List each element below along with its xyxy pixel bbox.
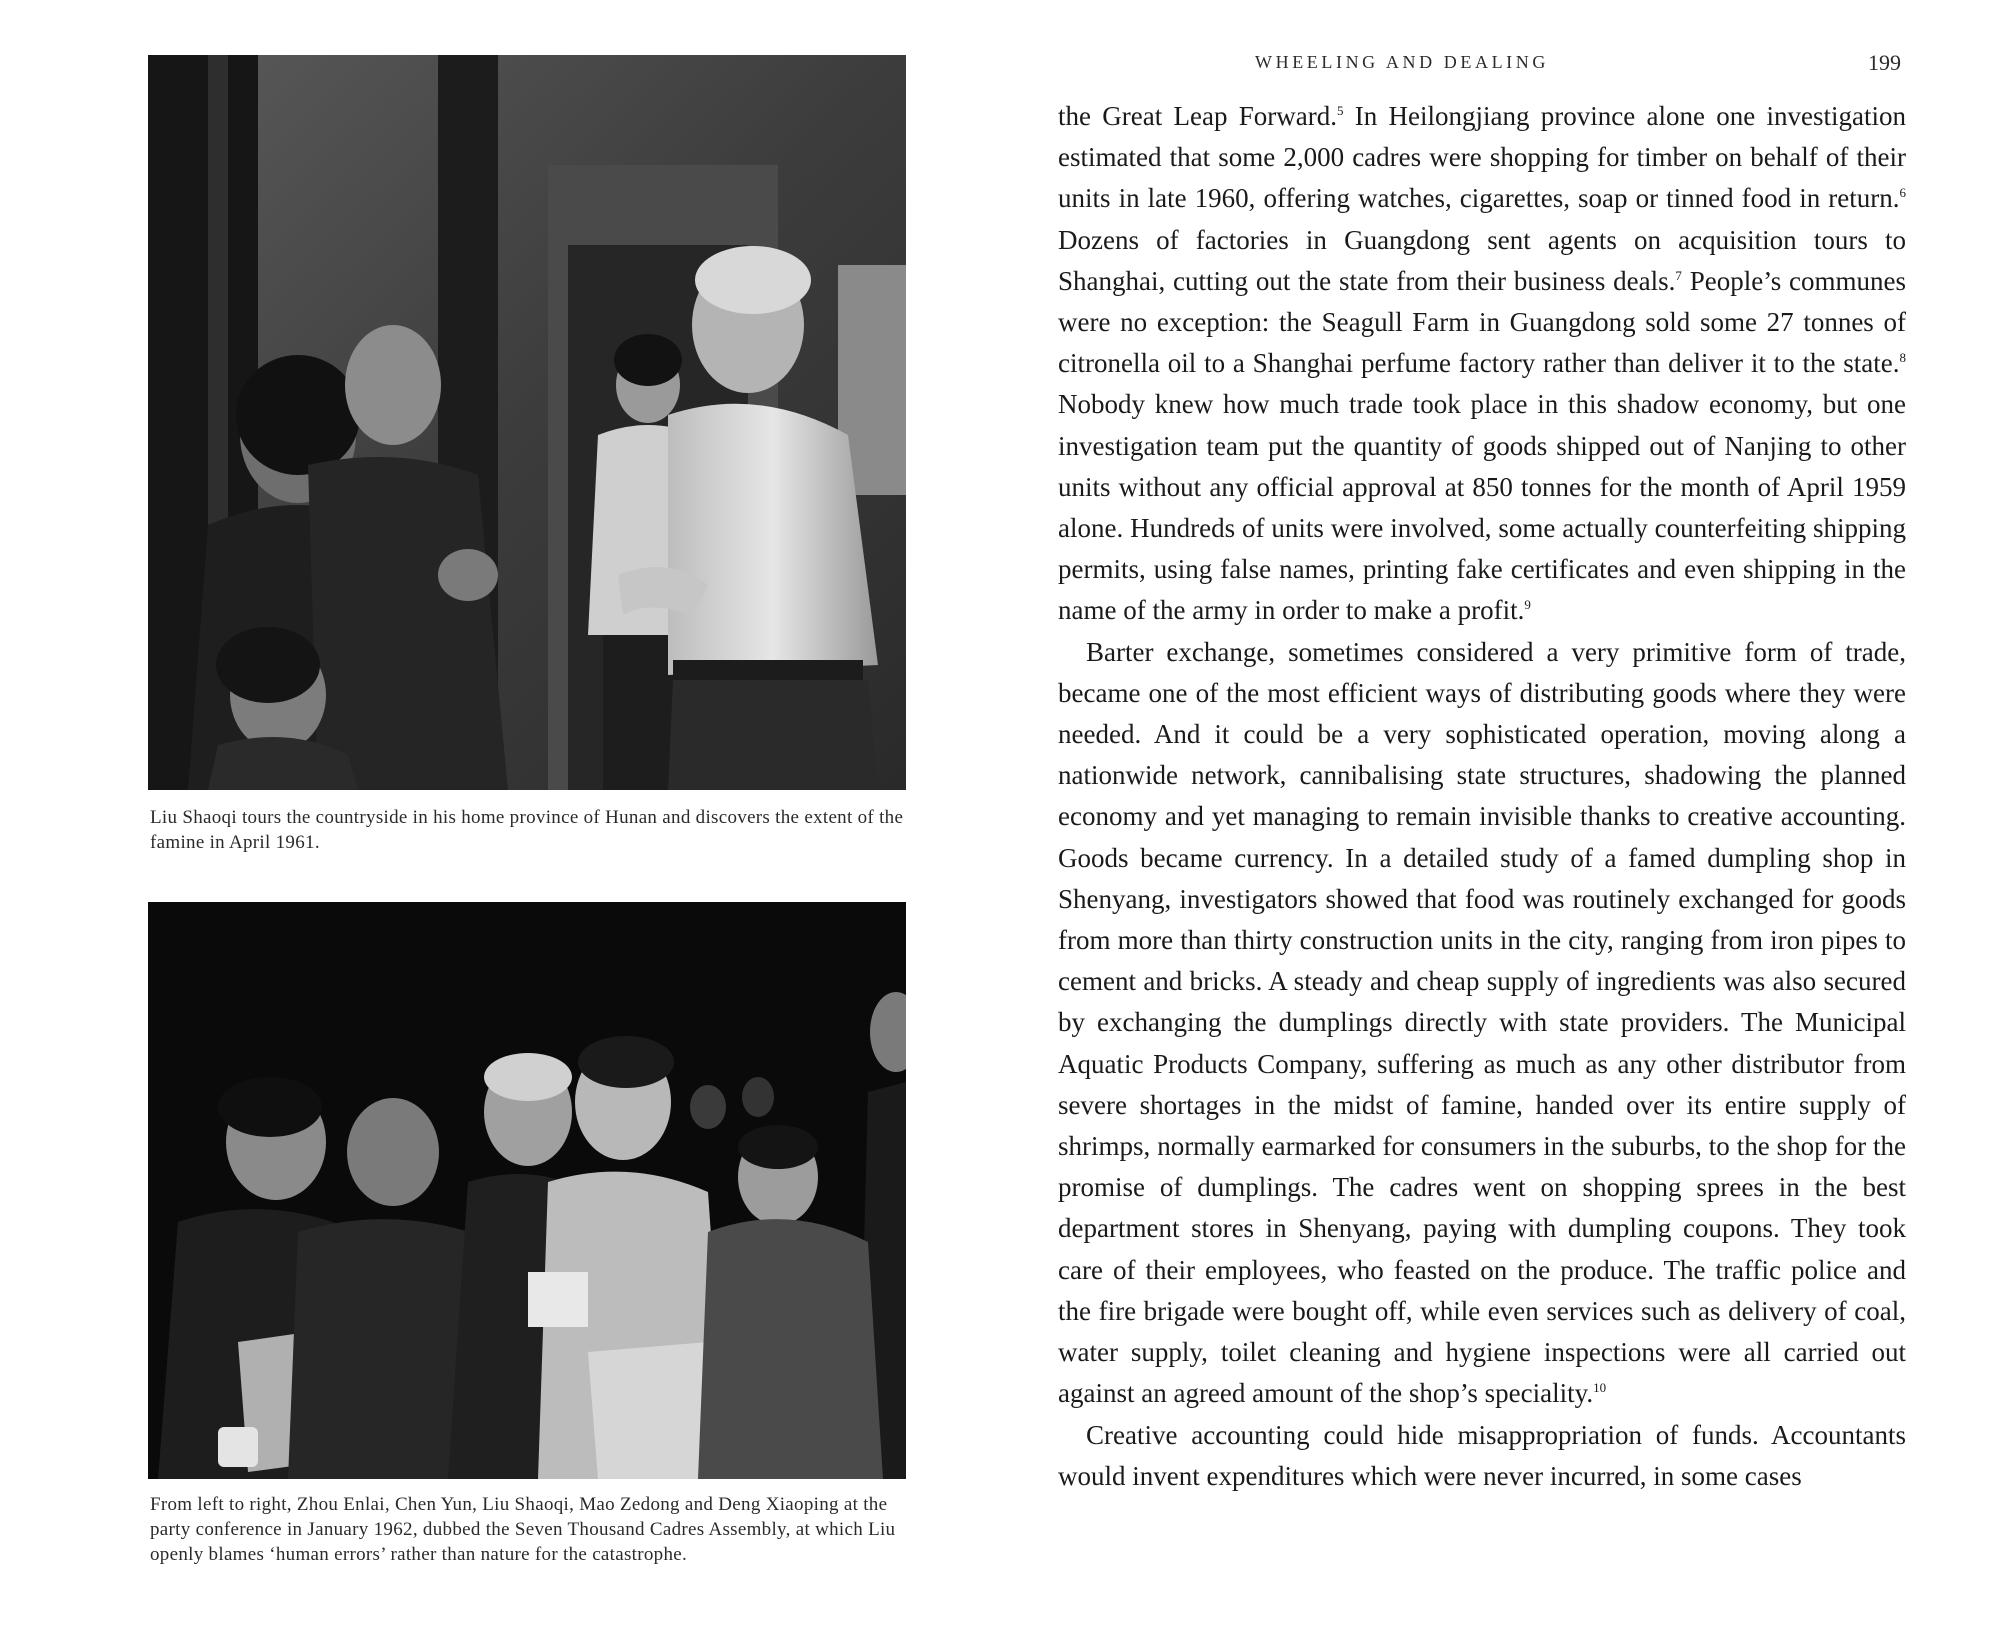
text-segment: the Great Leap Forward. (1058, 101, 1337, 131)
footnote-ref: 10 (1593, 1380, 1607, 1396)
paragraph-1 (1058, 96, 1906, 632)
text-segment: In Heilongjiang province alone one investigation estimated that some 2,000 cadres were shopping for timber on behalf of their units in late 1960, offering watches, cigarettes, soap or tinned food in return. (1058, 101, 1907, 214)
footnote-ref: 6 (1899, 185, 1906, 201)
running-head: WHEELING AND DEALING (1255, 52, 1549, 72)
text-segment: People’s communes were no exception: the Seagull Farm in Guangdong sold some 27 tonnes of citronella oil to a Shanghai perfume factory rather than deliver it to the state. (1058, 265, 1906, 379)
footnote-ref: 9 (1524, 597, 1531, 613)
right-page (1000, 0, 2000, 1652)
text-segment: Nobody knew how much trade took place in this shadow economy, but one investigation team put the quantity of goods shipped out of Nanjing to other units without any official approval at 850 tonnes for the month of April 1959 alone. Hundreds of units were involved, some actually counterfeiting shipping permits, using false names, printing fake certificates and even shipping in the name of the army in order to make a profit. (1058, 389, 1906, 626)
paragraph-3 (1058, 1415, 1906, 1497)
photo-liu-shaoqi-countryside (148, 55, 906, 790)
text-segment: Barter exchange, sometimes considered a very primitive form of trade, became one of the most efficient ways of distributing goods where they were needed. And it could be a very sophisticated operation, moving along a nationwide network, cannibalising state structures, shadowing the planned economy and yet managing to remain invisible thanks to creative accounting. Goods became currency. In a detailed study of a famed dumpling shop in Shenyang, investigators showed that food was routinely exchanged for goods from more than thirty construction units in the city, ranging from iron pipes to cement and bricks. A steady and cheap supply of ingredients was also secured by exchanging the dumplings directly with state providers. The Municipal Aquatic Products Company, suffering as much as any other distributor from severe shortages in the midst of famine, handed over its entire supply of shrimps, normally earmarked for consumers in the suburbs, to the shop for the promise of dumplings. The cadres went on shopping sprees in the best department stores in Shenyang, paying with dumpling coupons. They took care of their employees, who feasted on the produce. The traffic police and the fire brigade were bought off, while even services such as delivery of coal, water supply, toilet cleaning and hygiene inspections were all carried out against an agreed amount of the shop’s speciality. (1058, 636, 1906, 1409)
photo-1-caption: Liu Shaoqi tours the countryside in his home province of Hunan and discovers the extent of the famine in April 1961. (150, 807, 904, 853)
photo-party-conference (148, 902, 906, 1479)
footnote-ref: 8 (1899, 350, 1906, 366)
footnote-ref: 5 (1336, 103, 1344, 118)
text-segment: Creative accounting could hide misappropriation of funds. Accountants would invent expenditures which were never incurred, in some cases (1058, 1419, 1906, 1491)
body-text (1058, 96, 1906, 1497)
paragraph-2 (1058, 632, 1906, 1415)
photo-1-image (148, 55, 906, 790)
text-segment: Dozens of factories in Guangdong sent agents on acquisition tours to Shanghai, cutting out the state from their business deals. (1058, 224, 1906, 296)
footnote-ref: 7 (1675, 267, 1682, 283)
photo-2-caption: From left to right, Zhou Enlai, Chen Yun, Liu Shaoqi, Mao Zedong and Deng Xiaoping at the party conference in January 1962, dubbed the Seven Thousand Cadres Assembly, at which Liu openly blames ‘human errors’ rather than nature for the catastrophe. (150, 1494, 896, 1565)
page-number: 199 (1868, 50, 1901, 75)
photo-2-image (148, 902, 906, 1479)
